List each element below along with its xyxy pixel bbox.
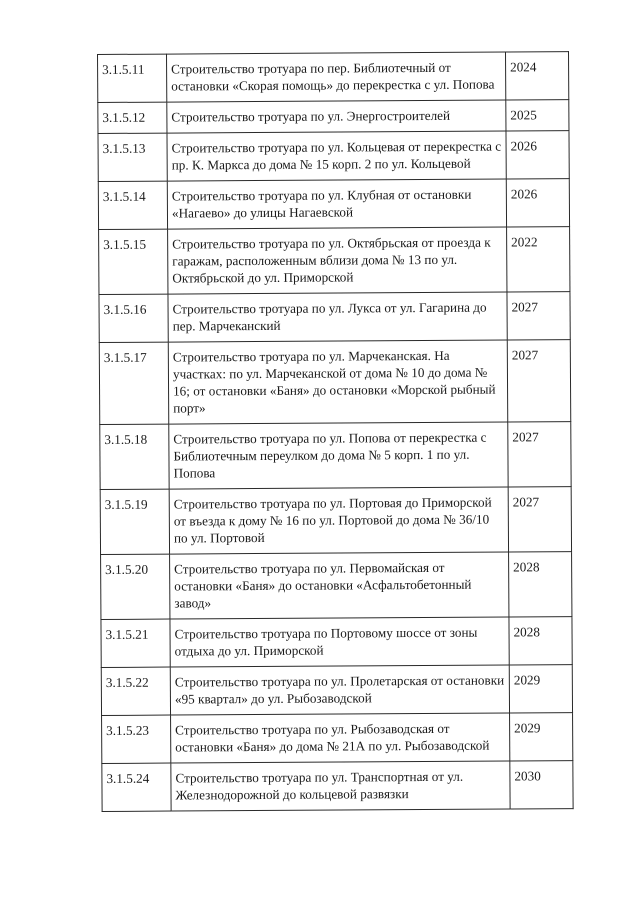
row-description-cell: Строительство тротуара по ул. Клубная от остановки «Нагаево» до улицы Нагаевской bbox=[167, 179, 506, 229]
table-body bbox=[98, 52, 574, 812]
table-row bbox=[98, 100, 569, 134]
table-row bbox=[101, 665, 572, 716]
row-description-cell: Строительство тротуара по Портовому шоссе от зоны отдыха до ул. Приморской bbox=[170, 617, 509, 667]
table-row bbox=[102, 713, 573, 764]
table-row bbox=[100, 487, 571, 555]
row-description-cell: Строительство тротуара по ул. Транспортная от ул. Железнодорожной до кольцевой развязки bbox=[171, 761, 510, 811]
row-number-cell: 3.1.5.11 bbox=[98, 54, 167, 102]
row-number-cell: 3.1.5.19 bbox=[100, 489, 169, 554]
row-number-cell: 3.1.5.22 bbox=[101, 667, 170, 715]
row-year-cell: 2029 bbox=[510, 713, 573, 761]
row-year-cell: 2027 bbox=[507, 340, 570, 422]
row-number-cell: 3.1.5.16 bbox=[99, 294, 168, 342]
row-year-cell: 2024 bbox=[505, 52, 568, 100]
row-year-cell: 2022 bbox=[507, 227, 570, 292]
row-year-cell: 2028 bbox=[509, 617, 572, 665]
table-row bbox=[98, 52, 569, 103]
row-year-cell: 2029 bbox=[509, 665, 572, 713]
row-year-cell: 2026 bbox=[506, 179, 569, 227]
row-number-cell: 3.1.5.23 bbox=[102, 715, 171, 763]
row-description-cell: Строительство тротуара по ул. Портовая до Приморской от въезда к дому № 16 по ул. Портовой до дома № 36/10 по ул. Портовой bbox=[169, 487, 508, 554]
row-description-cell: Строительство тротуара по ул. Рыбозаводская от остановки «Баня» до дома № 21А по ул. Рыбозаводской bbox=[171, 713, 510, 763]
row-description-cell: Строительство тротуара по ул. Первомайская от остановки «Баня» до остановки «Асфальтобетонный завод» bbox=[170, 552, 509, 619]
row-number-cell: 3.1.5.24 bbox=[102, 763, 171, 811]
measures-table bbox=[97, 51, 574, 812]
table-row bbox=[100, 422, 571, 490]
table-row bbox=[99, 292, 570, 343]
row-year-cell: 2028 bbox=[509, 552, 572, 617]
table-row bbox=[102, 761, 573, 812]
row-description-cell: Строительство тротуара по ул. Пролетарская от остановки «95 квартал» до ул. Рыбозаводской bbox=[170, 665, 509, 715]
row-description-cell: Строительство тротуара по ул. Марчеканская. На участках: по ул. Марчеканской от дома № 10 до дома № 16; от остановки «Баня» до остановки «Морской рыбный порт» bbox=[168, 340, 507, 424]
row-number-cell: 3.1.5.17 bbox=[99, 342, 168, 424]
row-year-cell: 2025 bbox=[506, 100, 569, 131]
row-number-cell: 3.1.5.21 bbox=[101, 619, 170, 667]
row-number-cell: 3.1.5.12 bbox=[98, 102, 167, 133]
row-description-cell: Строительство тротуара по ул. Лукса от ул. Гагарина до пер. Марчеканский bbox=[168, 292, 507, 342]
row-year-cell: 2027 bbox=[508, 422, 571, 487]
row-number-cell: 3.1.5.20 bbox=[101, 554, 170, 619]
row-description-cell: Строительство тротуара по ул. Октябрьская от проезда к гаражам, расположенным вблизи дома № 13 по ул. Октябрьской до ул. Приморской bbox=[168, 227, 507, 294]
row-year-cell: 2027 bbox=[508, 487, 571, 552]
row-description-cell: Строительство тротуара по пер. Библиотечный от остановки «Скорая помощь» до перекрестка с ул. Попова bbox=[167, 52, 506, 102]
row-year-cell: 2030 bbox=[510, 761, 573, 809]
row-description-cell: Строительство тротуара по ул. Энергостроителей bbox=[167, 100, 506, 133]
table-row bbox=[98, 131, 569, 182]
table-row bbox=[98, 179, 569, 230]
row-number-cell: 3.1.5.15 bbox=[99, 229, 168, 294]
row-year-cell: 2026 bbox=[506, 131, 569, 179]
table-row bbox=[101, 617, 572, 668]
row-description-cell: Строительство тротуара по ул. Кольцевая от перекрестка с пр. К. Маркса до дома № 15 корп. 2 по ул. Кольцевой bbox=[167, 131, 506, 181]
row-number-cell: 3.1.5.14 bbox=[98, 181, 167, 229]
row-number-cell: 3.1.5.18 bbox=[100, 424, 169, 489]
table-row bbox=[99, 227, 570, 295]
table-row bbox=[101, 552, 572, 620]
table-row bbox=[99, 340, 570, 425]
row-description-cell: Строительство тротуара по ул. Попова от перекрестка с Библиотечным переулком до дома № 5 корп. 1 по ул. Попова bbox=[169, 422, 508, 489]
row-number-cell: 3.1.5.13 bbox=[98, 133, 167, 181]
row-year-cell: 2027 bbox=[507, 292, 570, 340]
